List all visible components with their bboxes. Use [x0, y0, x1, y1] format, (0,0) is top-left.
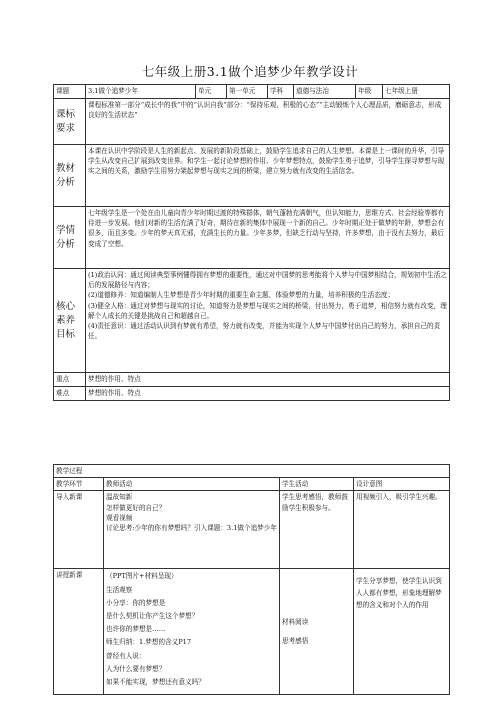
col-student: 学生活动: [280, 478, 354, 491]
teacher-line: 也许你的梦想是……: [106, 625, 166, 634]
standards-row: [54, 99, 450, 145]
teacher-line: 观看视频: [106, 513, 133, 522]
teacher-line: 怎样做更好的自己？: [106, 503, 166, 512]
design-table: [53, 84, 450, 401]
key-point-row: [54, 373, 450, 387]
course-value: 3.1做个追梦少年: [86, 85, 196, 99]
row-link: 导入新课: [54, 491, 104, 569]
literacy-row: [54, 269, 450, 373]
difficult-point-label: 难点: [54, 387, 86, 401]
col-teacher: 教师活动: [104, 478, 280, 491]
unit-value: 第一单元: [227, 85, 268, 99]
student-line: 思考感悟: [282, 637, 309, 646]
row-student: 学生思考感悟，教师鼓励学生积极参与。: [280, 491, 354, 569]
process-header-row: [54, 478, 450, 491]
standards-text: 课程标准第一部分“成长中的我”中的“认识自我”部分：“保持乐观、积极的心态”“主动锻炼个人心理品质，磨砺意志，形成良好的生活状态”: [86, 99, 450, 145]
header-row: [54, 85, 450, 99]
teacher-line: 是什么契机让你产生这个梦想？: [106, 612, 199, 621]
grade-value: 七年级上册: [383, 85, 450, 99]
row-intent: 学生分享梦想，使学生认识到人人都有梦想，形象地理解梦想的含义和对个人的作用: [354, 569, 450, 695]
difficult-point-row: [54, 387, 450, 401]
teacher-line: 讨论思考:少年的你有梦想吗？引入课题：3.1做个追梦少年: [106, 524, 277, 533]
process-row-intro: [54, 491, 450, 569]
literacy-item: (3)健全人格：通过对梦想与现实的讨论，知道努力是梦想与现实之间的桥梁，付出努力，勇于追梦，相信努力就有改变，理解个人成长的关键是挑战自己和超越自己。: [88, 301, 447, 320]
row-link: 讲授新课: [54, 569, 104, 695]
subject-label: 学科: [268, 85, 294, 99]
col-intent: 设计意图: [354, 478, 450, 491]
student-line: 材料阅读: [282, 618, 309, 627]
literacy-items: [86, 269, 450, 373]
teacher-line: 生活观察: [106, 585, 133, 594]
students-label: 学情分析: [54, 207, 86, 269]
page-title: 七年级上册3.1做个追梦少年教学设计: [141, 64, 359, 79]
process-row-new: [54, 569, 450, 695]
teacher-line: 如果不能实现，梦想还有意义吗？: [106, 678, 205, 687]
key-point-label: 重点: [54, 373, 86, 387]
course-label: 课题: [54, 85, 86, 99]
literacy-item: (2)道德修养：知道编制人生梦想是青少年时期的重要生命主题，体验梦想的力量，培养积极的生活态度；: [88, 291, 395, 300]
standards-label: 课标要求: [54, 99, 86, 145]
students-text: 七年级学生是一个处在由儿童向青少年时期过渡的特殊群体，朝气蓬勃充满朝气，但认知能力，思维方式、社会经验等都有待进一步发展。他们对新的生活充满了好奇，期待在新的集体中展现一个新的自己。少年时期正处于做梦的年龄，梦想会有很多，而且多变。少年的梦天真无邪，充满生长的力量。少年多梦，但缺乏行动与坚持，许多梦想，由于没有去努力，最后变成了空想。: [86, 207, 450, 269]
row-teacher: [104, 491, 280, 569]
row-student: [280, 569, 354, 695]
teacher-line: （PPT图片+材料呈现）: [106, 572, 178, 581]
textbook-label: 教材分析: [54, 145, 86, 207]
textbook-text: 本课在认识中学阶段是人生的新起点、发展的新阶段基础上，鼓励学生追求自己的人生梦想。本课是上一课时的升华，引导学生从改变自己扩展到改变世界。和学生一起讨论梦想的作用、少年梦想特点，鼓励学生勇于追梦，引导学生探寻梦想与现实之间的关系，激励学生用努力架起梦想与现实之间的桥梁，建立努力就有改变的生活信念。: [86, 145, 450, 207]
textbook-row: [54, 145, 450, 207]
grade-label: 年级: [356, 85, 383, 99]
process-title: 教学过程: [54, 465, 450, 478]
teacher-line: 小分享：你的梦想是: [106, 598, 166, 607]
teacher-line: 曾经有人说：: [106, 651, 146, 660]
teacher-line: 温故知新: [106, 493, 133, 502]
row-teacher: [104, 569, 280, 695]
difficult-point-text: 梦想的作用、特点: [86, 387, 450, 401]
subject-value: 道德与法治: [294, 85, 356, 99]
literacy-item: (1)政治认同：通过阅读典型事例懂得拥有梦想的重要性，通过对中国梦的思考能将个人梦与中国梦相结合，规划初中生活之后的发展路径与内容；: [88, 271, 447, 290]
key-point-text: 梦想的作用、特点: [86, 373, 450, 387]
process-title-row: [54, 465, 450, 478]
col-link: 教学环节: [54, 478, 104, 491]
unit-label: 单元: [196, 85, 227, 99]
row-intent: 用视频引入，吸引学生兴趣。: [354, 491, 450, 569]
process-table: [53, 464, 450, 695]
literacy-item: (4)责任意识：通过活动认识到有梦就有希望，努力就有改变，并能为实现个人梦与中国梦付出自己的努力，承担自己的责任。: [88, 322, 441, 341]
teacher-line: 人为什么要有梦想？: [106, 664, 166, 673]
literacy-label: 核心素养目标: [54, 269, 86, 373]
teacher-line: 师生归纳：1.梦想的含义P17: [106, 638, 192, 647]
students-row: [54, 207, 450, 269]
